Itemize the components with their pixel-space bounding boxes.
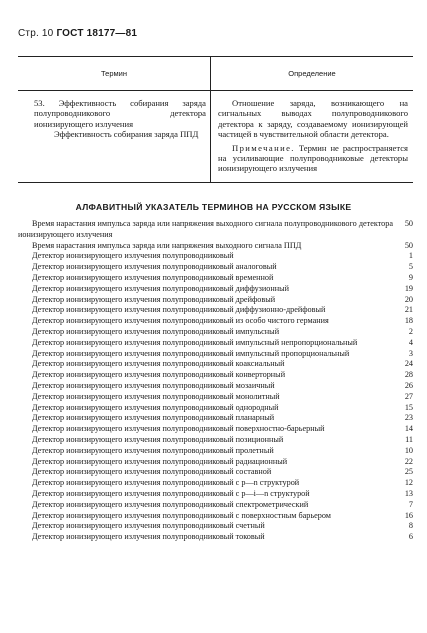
index-entry-number: 24 <box>404 359 413 369</box>
column-divider <box>210 57 211 182</box>
index-entry-term: Детектор ионизирующего излучения полупроводниковый конверторный <box>32 370 286 380</box>
index-entry-term: Детектор ионизирующего излучения полупроводниковый планарный <box>32 413 275 423</box>
definition-cell <box>218 98 408 174</box>
index-list <box>18 219 413 543</box>
index-entry-term: Детектор ионизирующего излучения полупроводниковый спектрометрический <box>32 499 309 509</box>
running-head <box>18 28 137 39</box>
index-entry-term: Детектор ионизирующего излучения полупроводниковый позиционный <box>32 434 284 444</box>
index-entry-term: Детектор ионизирующего излучения полупроводниковый диффузионный <box>32 283 290 293</box>
index-entry <box>18 478 413 489</box>
index-entry-number: 15 <box>404 402 413 412</box>
index-entry <box>18 327 413 338</box>
column-header-definition: Определение <box>288 69 336 78</box>
index-entry-number: 13 <box>404 488 413 498</box>
definition-table <box>18 56 413 183</box>
index-entry <box>18 457 413 468</box>
index-entry-number: 23 <box>404 413 413 423</box>
index-entry <box>18 511 413 522</box>
index-entry-number: 1 <box>408 251 413 261</box>
index-entry-number: 16 <box>404 510 413 520</box>
table-header <box>18 57 413 91</box>
index-entry-term: Детектор ионизирующего излучения полупроводниковый пролетный <box>32 445 274 455</box>
index-entry <box>18 284 413 295</box>
index-entry-number: 3 <box>408 348 413 358</box>
column-header-term: Термин <box>101 69 127 78</box>
index-entry-number: 26 <box>404 380 413 390</box>
index-entry-term: Детектор ионизирующего излучения полупроводниковый с p—i—n структурой <box>32 488 310 498</box>
index-entry-term: Детектор ионизирующего излучения полупроводниковый импульсный непропорциональный <box>32 337 358 347</box>
index-entry <box>18 521 413 532</box>
index-entry <box>18 424 413 435</box>
index-entry-number: 4 <box>408 337 413 347</box>
index-entry-term: Детектор ионизирующего излучения полупроводниковый счетный <box>32 521 265 531</box>
index-entry-term: Детектор ионизирующего излучения полупроводниковый мозаичный <box>32 380 275 390</box>
note-label: Примечание. <box>232 142 295 153</box>
index-entry-number: 25 <box>404 467 413 477</box>
index-title: АЛФАВИТНЫЙ УКАЗАТЕЛЬ ТЕРМИНОВ НА РУССКОМ ЯЗЫКЕ <box>75 202 352 212</box>
index-entry <box>18 435 413 446</box>
index-entry <box>18 381 413 392</box>
index-entry-term: Детектор ионизирующего излучения полупроводниковый с p—n структурой <box>32 478 300 488</box>
page-label: Стр. 10 <box>18 28 54 39</box>
index-entry <box>18 338 413 349</box>
index-entry <box>18 413 413 424</box>
index-entry <box>18 219 413 241</box>
index-entry-number: 50 <box>404 240 413 250</box>
term-short: Эффективность собирания заряда ППД <box>54 129 199 140</box>
index-entry <box>18 403 413 414</box>
index-entry <box>18 532 413 543</box>
index-entry-number: 28 <box>404 370 413 380</box>
index-entry-number: 14 <box>404 424 413 434</box>
index-entry-number: 18 <box>404 316 413 326</box>
index-entry-term: Детектор ионизирующего излучения полупроводниковый диффузионно-дрейфовый <box>32 305 326 315</box>
index-entry-number: 2 <box>408 326 413 336</box>
index-entry-number: 5 <box>408 262 413 272</box>
index-entry-term: Детектор ионизирующего излучения полупроводниковый поверхностно-барьерный <box>32 424 325 434</box>
index-entry-number: 20 <box>404 294 413 304</box>
index-entry <box>18 305 413 316</box>
index-entry-term: Детектор ионизирующего излучения полупроводниковый дрейфовый <box>32 294 276 304</box>
index-entry-term: Детектор ионизирующего излучения полупроводниковый <box>32 251 234 261</box>
index-entry <box>18 489 413 500</box>
index-entry <box>18 500 413 511</box>
term-main: 53. Эффективность собирания заряда полупроводникового детектора ионизирующего излучения <box>34 98 206 129</box>
index-entry-term: Детектор ионизирующего излучения полупроводниковый радиационный <box>32 456 288 466</box>
index-entry <box>18 392 413 403</box>
index-entry-term: Детектор ионизирующего излучения полупроводниковый однородный <box>32 402 279 412</box>
index-entry-term: Детектор ионизирующего излучения полупроводниковый коаксиальный <box>32 359 285 369</box>
index-entry-term: Детектор ионизирующего излучения полупроводниковый временной <box>32 272 274 282</box>
index-entry <box>18 262 413 273</box>
index-entry <box>18 273 413 284</box>
index-entry <box>18 316 413 327</box>
definition-note <box>218 143 408 174</box>
index-entry-number: 8 <box>408 521 413 531</box>
index-entry-number: 27 <box>404 391 413 401</box>
index-entry-number: 19 <box>404 283 413 293</box>
index-entry-number: 11 <box>405 434 413 444</box>
index-entry-number: 10 <box>404 445 413 455</box>
index-entry-term: Время нарастания импульса заряда или напряжения выходного сигнала ППД <box>32 240 302 250</box>
definition-text: Отношение заряда, возникающего на сигнальных выводах полупроводникового детектора к заряду, создаваемому ионизирующей частицей в чувствительной области детектора. <box>218 98 408 140</box>
index-entry <box>18 446 413 457</box>
index-entry-term: Время нарастания импульса заряда или напряжения выходного сигнала полупроводникового детектора ионизирующего излучения <box>18 219 393 239</box>
index-entry-term: Детектор ионизирующего излучения полупроводниковый с поверхностным барьером <box>32 510 331 520</box>
index-entry <box>18 359 413 370</box>
index-entry <box>18 251 413 262</box>
index-entry-number: 50 <box>404 219 413 228</box>
index-entry-number: 22 <box>404 456 413 466</box>
index-entry-term: Детектор ионизирующего излучения полупроводниковый импульсный пропорциональный <box>32 348 350 358</box>
index-entry-term: Детектор ионизирующего излучения полупроводниковый аналоговый <box>32 262 277 272</box>
index-entry <box>18 467 413 478</box>
index-entry-term: Детектор ионизирующего излучения полупроводниковый составной <box>32 467 272 477</box>
index-entry-term: Детектор ионизирующего излучения полупроводниковый импульсный <box>32 326 280 336</box>
index-entry-number: 12 <box>404 478 413 488</box>
index-entry-term: Детектор ионизирующего излучения полупроводниковый токовый <box>32 532 265 542</box>
index-entry-number: 6 <box>408 532 413 542</box>
index-entry-number: 21 <box>404 305 413 315</box>
index-entry <box>18 241 413 252</box>
index-entry-term: Детектор ионизирующего излучения полупроводниковый монолитный <box>32 391 280 401</box>
index-entry-term: Детектор ионизирующего излучения полупроводниковый из особо чистого германия <box>32 316 329 326</box>
index-entry-number: 7 <box>408 499 413 509</box>
index-entry-number: 9 <box>408 272 413 282</box>
standard-number: ГОСТ 18177—81 <box>56 28 138 39</box>
index-entry <box>18 349 413 360</box>
index-entry <box>18 370 413 381</box>
index-entry <box>18 295 413 306</box>
term-cell <box>34 98 206 140</box>
note-text: Термин не распространяется на усиливающие полупроводниковые детекторы ионизирующего излучения <box>218 142 408 174</box>
